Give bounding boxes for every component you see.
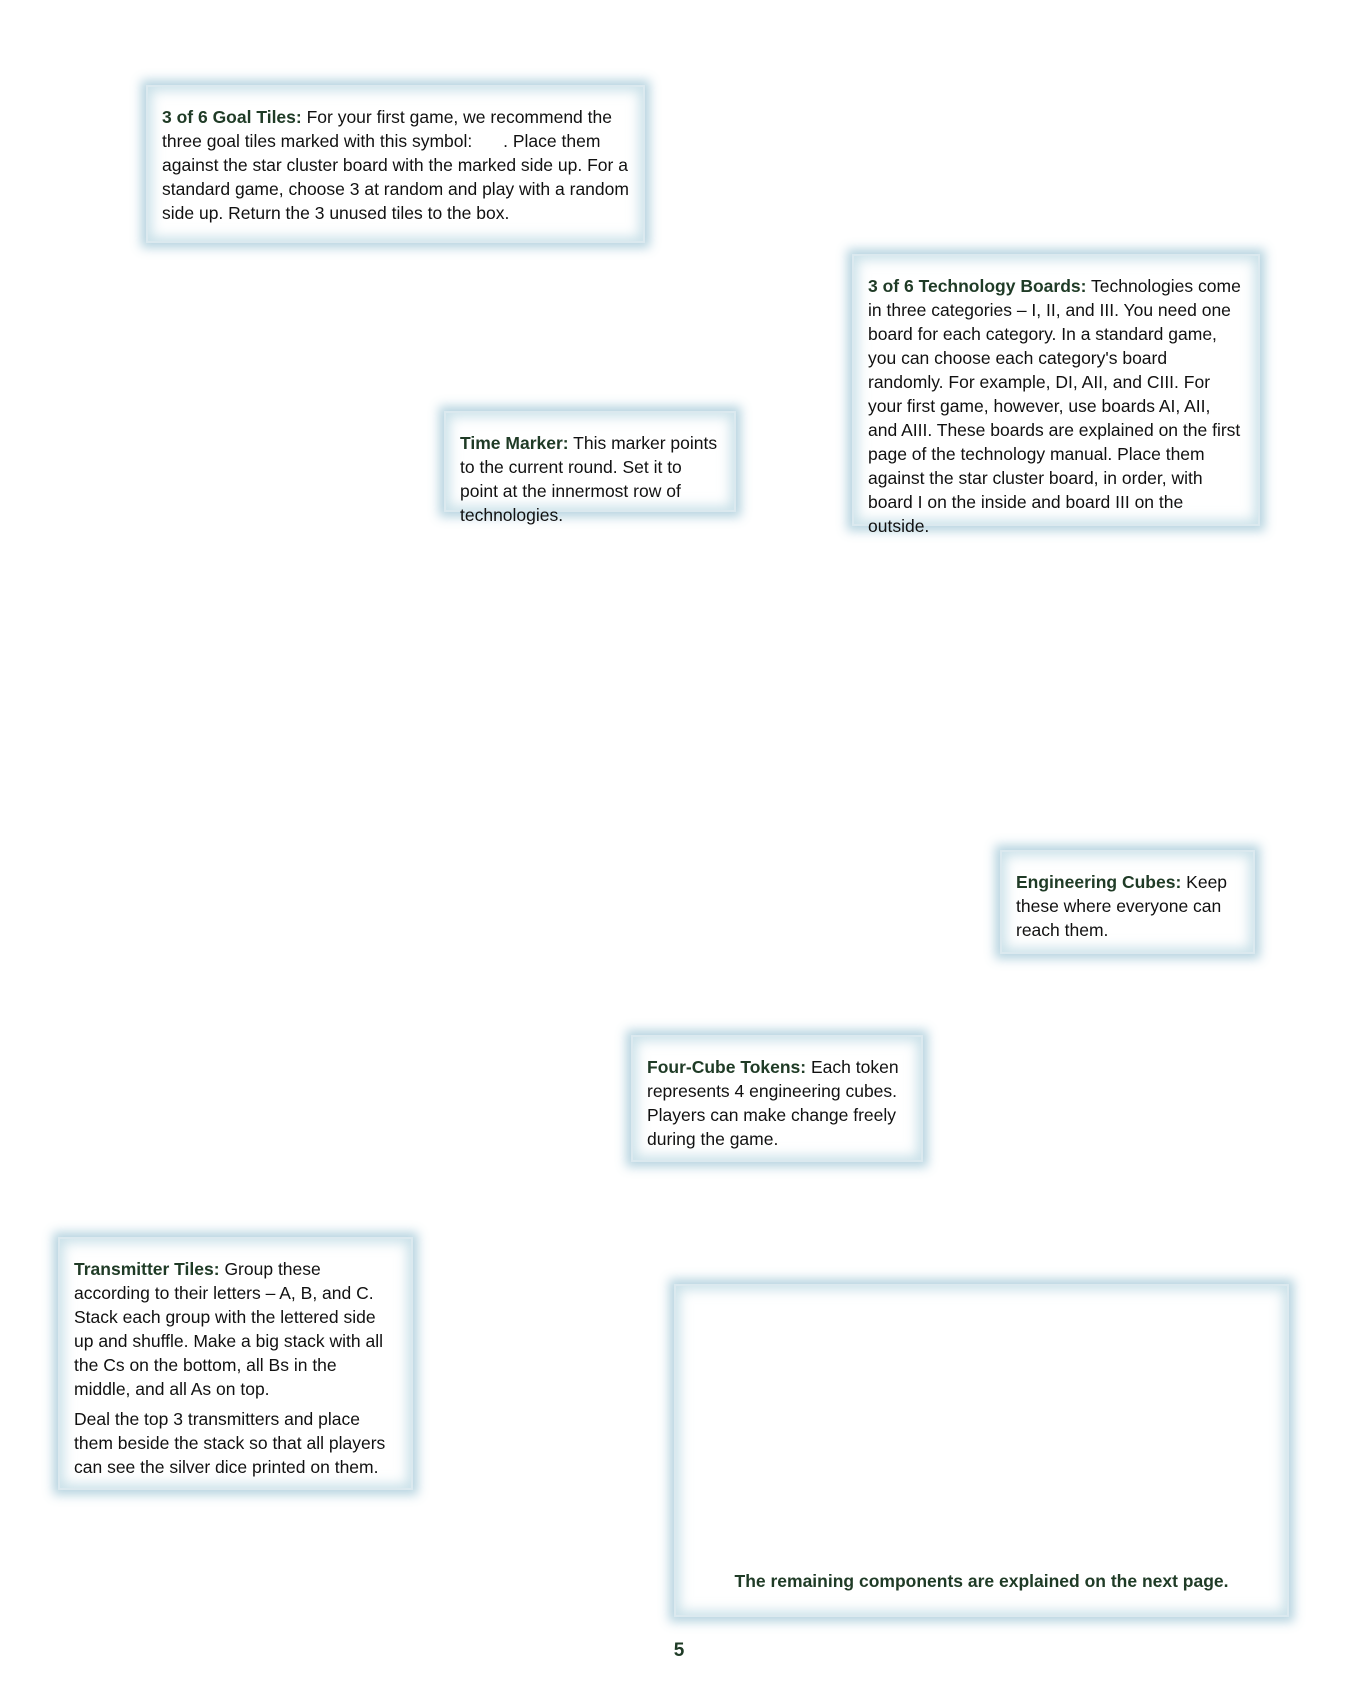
- transmitter-tiles-text: Group these according to their letters – A, B, and C. Stack each group with the lettered side up and shuffle. Make a big stack with all the Cs on the bottom, all Bs in the middle, and all As on top.: [74, 1259, 384, 1399]
- technology-boards-callout: [852, 254, 1260, 536]
- goal-tiles-paragraph: [162, 105, 629, 225]
- time-marker-text: This marker points to the current round. Set it to point at the innermost row of technologies.: [460, 433, 718, 525]
- four-cube-tokens-paragraph: [647, 1055, 907, 1151]
- technology-boards-paragraph: [868, 274, 1244, 538]
- four-cube-tokens-heading: Four-Cube Tokens:: [647, 1057, 807, 1077]
- next-page-note: The remaining components are explained on the next page.: [734, 1571, 1229, 1591]
- engineering-cubes-callout: [1000, 850, 1255, 954]
- engineering-cubes-text: Keep these where everyone can reach them.: [1016, 872, 1228, 940]
- engineering-cubes-heading: Engineering Cubes:: [1016, 872, 1182, 892]
- transmitter-tiles-paragraph-2: Deal the top 3 transmitters and place them beside the stack so that all players can see the silver dice printed on them.: [74, 1409, 386, 1477]
- goal-tiles-heading: 3 of 6 Goal Tiles:: [162, 107, 302, 127]
- technology-boards-text: Technologies come in three categories – I, II, and III. You need one board for each category. In a standard game, you can choose each category's board randomly. For example, DI, AII, and CIII. For your first game, however, use boards AI, AII, and AIII. These boards are explained on the first page of the technology manual. Place them against the star cluster board, in order, with board I on the inside and board III on the outside.: [868, 276, 1241, 536]
- time-marker-heading: Time Marker:: [460, 433, 569, 453]
- page-number: 5: [673, 1640, 685, 1661]
- transmitter-tiles-paragraph-1: [74, 1257, 397, 1401]
- four-cube-tokens-text: Each token represents 4 engineering cubes. Players can make change freely during the game.: [647, 1057, 899, 1149]
- technology-boards-heading: 3 of 6 Technology Boards:: [868, 276, 1087, 296]
- time-marker-callout: [444, 411, 736, 525]
- transmitter-tiles-callout: [58, 1237, 413, 1490]
- goal-tiles-callout: [146, 85, 645, 243]
- four-cube-tokens-callout: [631, 1035, 923, 1162]
- transmitter-tiles-heading: Transmitter Tiles:: [74, 1259, 220, 1279]
- goal-tiles-text-1: For your first game, we recommend the three goal tiles marked with this symbol:: [162, 107, 612, 151]
- time-marker-paragraph: [460, 431, 720, 527]
- goal-tiles-text-2: . Place them against the star cluster board with the marked side up. For a standard game, choose 3 at random and play with a random side up. Return the 3 unused tiles to the box.: [162, 131, 629, 223]
- engineering-cubes-paragraph: [1016, 870, 1239, 942]
- next-page-callout: [674, 1284, 1289, 1617]
